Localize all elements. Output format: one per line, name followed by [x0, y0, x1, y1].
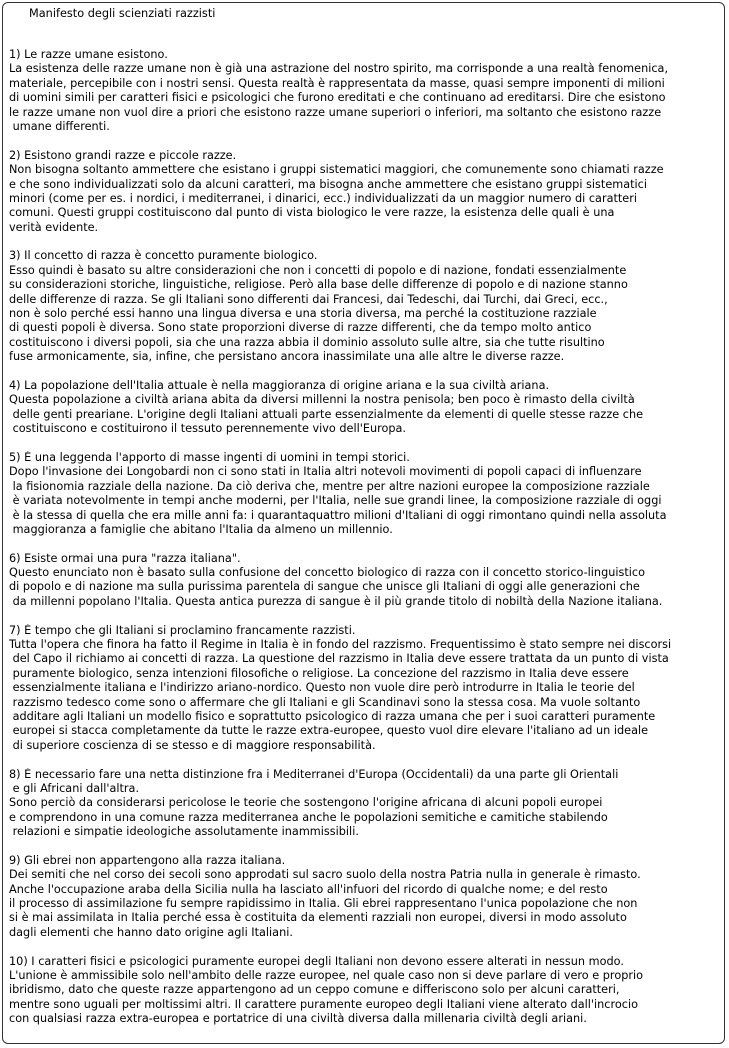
section-text-line: fuse armonicamente, sia, infine, che persistano ancora inassimilate una alle altre le diverse razze. — [9, 350, 565, 364]
manifesto-section — [9, 249, 723, 364]
section-heading: 8) È necessario fare una netta distinzione fra i Mediterranei d'Europa (Occidentali) da una parte gli Orientali — [9, 767, 619, 781]
section-heading: 10) I caratteri fisici e psicologici puramente europei degli Italiani non devono essere alterati in nessun modo. — [9, 954, 624, 968]
section-text-line: razzismo tedesco come sono o affermare che gli Italiani e gli Scandinavi sono la stessa cosa. Ma vuole soltanto — [9, 695, 641, 709]
section-text-line: additare agli Italiani un modello fisico e soprattutto psicologico di razza umana che per i suoi caratteri puramente — [9, 709, 656, 723]
section-text-line: materiale, percepibile con i nostri sensi. Questa realtà è rappresentata da masse, quasi sempre imponenti di milioni — [9, 76, 665, 90]
section-text-line: Tutta l'opera che finora ha fatto il Regime in Italia è in fondo del razzismo. Frequentissimo è stato sempre nei discorsi — [9, 638, 672, 652]
section-heading: 7) È tempo che gli Italiani si proclamino francamente razzisti. — [9, 623, 356, 637]
section-text-line: e che sono individualizzati solo da alcuni caratteri, ma bisogna anche ammettere che esistano gruppi sistematici — [9, 177, 648, 191]
section-heading: 3) Il concetto di razza è concetto puramente biologico. — [9, 249, 318, 263]
section-text-line: su considerazioni storiche, linguistiche, religiose. Però alla base delle differenze di popolo e di nazione stanno — [9, 278, 628, 292]
section-text-line: Sono perciò da considerarsi pericolose le teorie che sostengono l'origine africana di alcuni popoli europei — [9, 796, 603, 810]
document-body — [9, 48, 723, 1041]
section-text-line: non è solo perché essi hanno una lingua diversa e una storia diversa, ma perché la costituzione razziale — [9, 307, 597, 321]
section-text-line: maggioranza a famiglie che abitano l'Italia da almeno un millennio. — [9, 522, 393, 536]
section-text-line: Dopo l'invasione dei Longobardi non ci sono stati in Italia altri notevoli movimenti di popoli capaci di influenzare — [9, 465, 642, 479]
document-title: Manifesto degli scienziati razzisti — [29, 7, 216, 20]
section-text-line: e comprendono in una comune razza mediterranea anche le popolazioni semitiche e camitiche stabilendo — [9, 810, 608, 824]
section-text-line: delle differenze di razza. Se gli Italiani sono differenti dai Francesi, dai Tedeschi, dai Turchi, dai Greci, ecc., — [9, 292, 608, 306]
section-text-line: le razze umane non vuol dire a priori che esistono razze umane superiori o inferiori, ma soltanto che esistono razze — [9, 105, 662, 119]
section-text-line: la fisionomia razziale della nazione. Da ciò deriva che, mentre per altre nazioni europee la composizione razziale — [9, 479, 650, 493]
manifesto-section — [9, 451, 723, 537]
section-text-line: di uomini simili per caratteri fisici e psicologici che furono ereditati e che continuano ad ereditarsi. Dire che esistono — [9, 91, 666, 105]
section-text-line: Non bisogna soltanto ammettere che esistano i gruppi sistematici maggiori, che comunemente sono chiamati razze — [9, 163, 664, 177]
section-text-line: L'unione è ammissibile solo nell'ambito delle razze europee, nel quale caso non si deve parlare di vero e proprio — [9, 969, 644, 982]
section-text-line: è la stessa di quella che era mille anni fa: i quarantaquattro milioni d'Italiani di oggi rimontano quindi nella assoluta — [9, 508, 667, 522]
manifesto-section — [9, 854, 723, 940]
section-text-line: da millenni popolano l'Italia. Questa antica purezza di sangue è il più grande titolo di nobiltà della Nazione italiana. — [9, 594, 663, 608]
manifesto-section — [9, 624, 723, 754]
section-text-line: Dei semiti che nel corso dei secoli sono approdati sul sacro suolo della nostra Patria nulla in generale è rimasto. — [9, 868, 641, 882]
section-text-line: Questo enunciato non è basato sulla confusione del concetto biologico di razza con il concetto storico-linguistico — [9, 566, 646, 580]
section-text-line: umane differenti. — [9, 119, 110, 133]
section-text-line: si è mai assimilata in Italia perché essa è costituita da elementi razziali non europei, diversi in modo assoluto — [9, 911, 627, 925]
section-text-line: minori (come per es. i nordici, i mediterranei, i dinarici, ecc.) individualizzati da un maggior numero di caratteri — [9, 191, 638, 205]
section-text-line: il processo di assimilazione fu sempre rapidissimo in Italia. Gli ebrei rappresentano l'unica popolazione che non — [9, 897, 638, 911]
section-text-line: dagli elementi che hanno dato origine agli Italiani. — [9, 925, 293, 939]
section-text-line: La esistenza delle razze umane non è già una astrazione del nostro spirito, ma corrisponde a una realtà fenomenica, — [9, 62, 669, 76]
section-text-line: costituiscono i diversi popoli, sia che una razza abbia il dominio assoluto sulle altre, sia che tutte risultino — [9, 335, 605, 349]
section-text-line: con qualsiasi razza extra-europea e portatrice di una civiltà diversa dalla millenaria civiltà degli ariani. — [9, 1012, 587, 1026]
section-text-line: del Capo il richiamo ai concetti di razza. La questione del razzismo in Italia deve essere trattata da un punto di vista — [9, 652, 669, 666]
section-heading: 6) Esiste ormai una pura "razza italiana". — [9, 551, 241, 565]
section-text-line: delle genti preariane. L'origine degli Italiani attuali parte essenzialmente da elementi di quelle stesse razze che — [9, 407, 644, 421]
manifesto-section — [9, 768, 723, 840]
section-text-line: costituiscono e costituirono il tessuto perennemente vivo dell'Europa. — [9, 422, 407, 436]
document-frame — [2, 2, 725, 1044]
manifesto-section — [9, 552, 723, 610]
section-text-line: è variata notevolmente in tempi anche moderni, per l'Italia, nelle sue grandi linee, la composizione razziale di oggi — [9, 494, 662, 508]
section-heading: 5) È una leggenda l'apporto di masse ingenti di uomini in tempi storici. — [9, 450, 410, 464]
section-text-line: europei si stacca completamente da tutte le razze extra-europee, questo vuol dire elevare l'italiano ad un ideale — [9, 724, 649, 738]
manifesto-section — [9, 48, 723, 134]
section-text-line: e gli Africani dall'altra. — [9, 781, 140, 795]
section-text-line: relazioni e simpatie ideologiche assolutamente inammissibili. — [9, 825, 359, 839]
section-text-line: di popolo e di nazione ma sulla purissima parentela di sangue che unisce gli Italiani di oggi alle generazioni che — [9, 580, 640, 594]
section-text-line: mentre sono uguali per moltissimi altri. Il carattere puramente europeo degli Italiani viene alterato dall'incrocio — [9, 997, 638, 1011]
section-text-line: ibridismo, dato che queste razze appartengono ad un ceppo comune e differiscono solo per alcuni caratteri, — [9, 983, 620, 997]
section-text-line: verità evidente. — [9, 220, 99, 234]
section-text-line: di questi popoli è diversa. Sono state proporzioni diverse di razze differenti, che da tempo molto antico — [9, 321, 592, 335]
section-heading: 2) Esistono grandi razze e piccole razze. — [9, 148, 237, 162]
section-heading: 4) La popolazione dell'Italia attuale è nella maggioranza di origine ariana e la sua civiltà ariana. — [9, 378, 550, 392]
section-text-line: Anche l'occupazione araba della Sicilia nulla ha lasciato all'infuori del ricordo di qualche nome; e del resto — [9, 882, 608, 896]
section-heading: 9) Gli ebrei non appartengono alla razza italiana. — [9, 853, 286, 867]
manifesto-section — [9, 379, 723, 437]
section-text-line: Questa popolazione a civiltà ariana abita da diversi millenni la nostra penisola; ben poco è rimasto della civiltà — [9, 393, 635, 407]
section-heading: 1) Le razze umane esistono. — [9, 48, 168, 61]
section-text-line: Esso quindi è basato su altre considerazioni che non i concetti di popolo e di nazione, fondati essenzialmente — [9, 263, 627, 277]
section-text-line: puramente biologico, senza intenzioni filosofiche o religiose. La concezione del razzismo in Italia deve essere — [9, 666, 629, 680]
manifesto-section — [9, 955, 723, 1027]
section-text-line: comuni. Questi gruppi costituiscono dal punto di vista biologico le vere razze, la esistenza delle quali è una — [9, 206, 615, 220]
section-text-line: di superiore coscienza di se stesso e di maggiore responsabilità. — [9, 738, 376, 752]
section-text-line: essenzialmente italiana e l'indirizzo ariano-nordico. Questo non vuole dire però introdurre in Italia le teorie del — [9, 681, 635, 695]
manifesto-section — [9, 149, 723, 235]
